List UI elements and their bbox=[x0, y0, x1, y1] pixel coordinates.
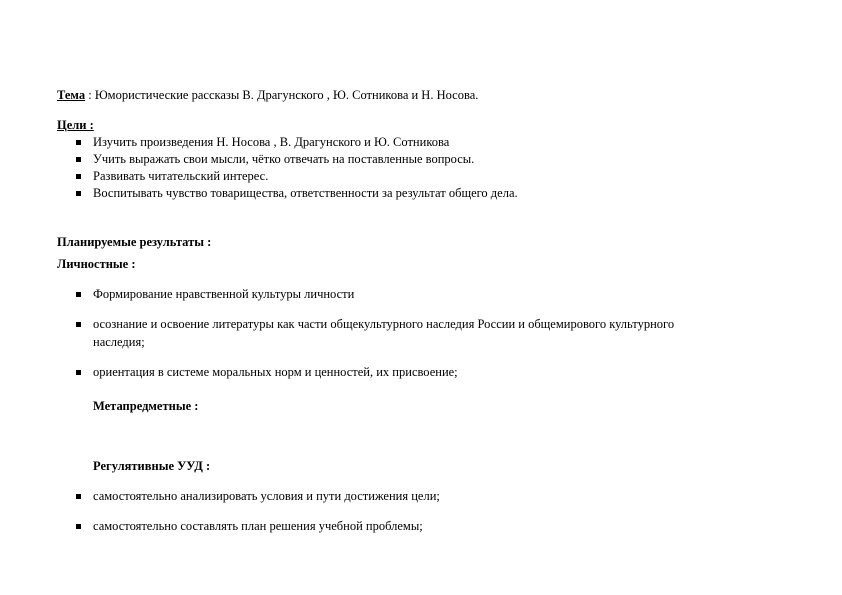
goal-item: Учить выражать свои мысли, чётко отвечать на поставленные вопросы. bbox=[93, 152, 475, 166]
meta-label: Метапредметные : bbox=[93, 399, 199, 413]
bullet-icon bbox=[76, 524, 81, 529]
bullet-icon bbox=[76, 370, 81, 375]
regulative-label: Регулятивные УУД : bbox=[93, 459, 211, 473]
personal-item: Формирование нравственной культуры личности bbox=[93, 287, 355, 301]
bullet-icon bbox=[76, 174, 81, 179]
bullet-icon bbox=[76, 494, 81, 499]
bullet-icon bbox=[76, 322, 81, 327]
personal-item-continuation: наследия; bbox=[93, 335, 145, 349]
bullet-icon bbox=[76, 191, 81, 196]
bullet-icon bbox=[76, 292, 81, 297]
bullet-icon bbox=[76, 140, 81, 145]
topic-text: : Юмористические рассказы В. Драгунского , Ю. Сотникова и Н. Носова. bbox=[85, 88, 479, 102]
goal-item: Изучить произведения Н. Носова , В. Драгунского и Ю. Сотникова bbox=[93, 135, 450, 149]
regulative-item: самостоятельно анализировать условия и пути достижения цели; bbox=[93, 489, 440, 503]
goals-label: Цели : bbox=[57, 118, 94, 132]
personal-item: ориентация в системе моральных норм и ценностей, их присвоение; bbox=[93, 365, 458, 379]
personal-label: Личностные : bbox=[57, 257, 136, 271]
personal-item: осознание и освоение литературы как части общекультурного наследия России и общемирового культурного bbox=[93, 317, 675, 331]
planned-results-heading: Планируемые результаты : bbox=[57, 235, 212, 249]
topic-line bbox=[57, 87, 478, 103]
goal-item: Воспитывать чувство товарищества, ответственности за результат общего дела. bbox=[93, 186, 518, 200]
bullet-icon bbox=[76, 157, 81, 162]
regulative-item: самостоятельно составлять план решения учебной проблемы; bbox=[93, 519, 423, 533]
topic-label: Тема bbox=[57, 88, 86, 102]
goal-item: Развивать читательский интерес. bbox=[93, 169, 269, 183]
